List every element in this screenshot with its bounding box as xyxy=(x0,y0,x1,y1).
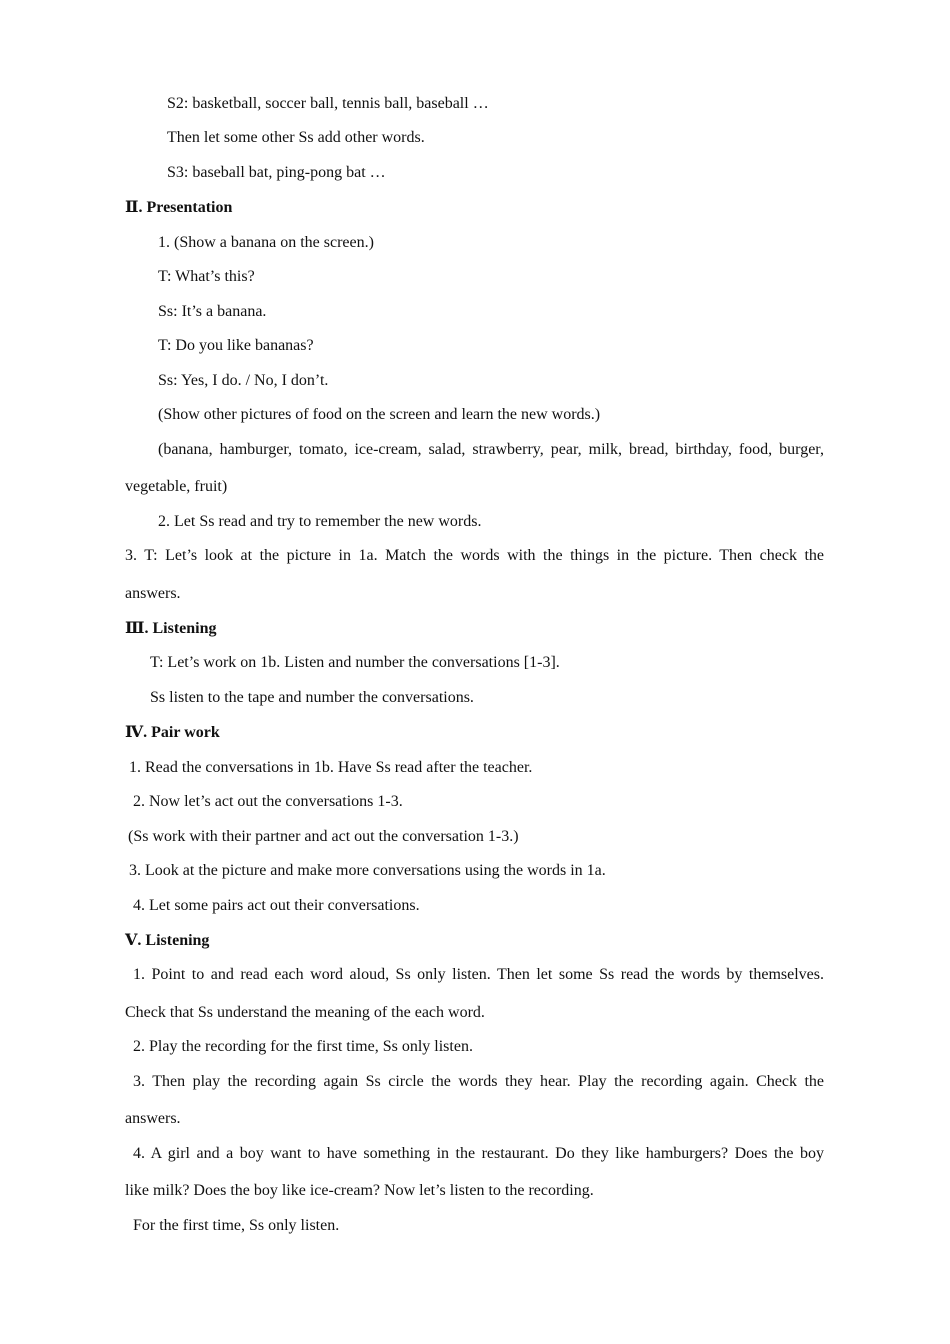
section-heading: Ⅱ. Presentation xyxy=(125,199,233,216)
text-line: 1. Point to and read each word aloud, Ss only listen. Then let some Ss read the words by themselves. xyxy=(133,966,824,983)
text-line: T: Let’s work on 1b. Listen and number the conversations [1-3]. xyxy=(150,654,560,671)
section-heading: Ⅲ. Listening xyxy=(125,620,217,637)
text-line: (Ss work with their partner and act out the conversation 1-3.) xyxy=(128,828,519,845)
text-line: For the first time, Ss only listen. xyxy=(133,1217,340,1234)
text-line: 1. (Show a banana on the screen.) xyxy=(158,234,374,251)
text-line: S2: basketball, soccer ball, tennis ball, baseball … xyxy=(167,95,489,112)
text-line: 3. T: Let’s look at the picture in 1a. Match the words with the things in the picture. Then check the xyxy=(125,547,824,564)
text-line: answers. xyxy=(125,585,181,602)
text-line: 1. Read the conversations in 1b. Have Ss read after the teacher. xyxy=(129,759,533,776)
text-line: Ss: It’s a banana. xyxy=(158,303,267,320)
text-line: 2. Now let’s act out the conversations 1-3. xyxy=(133,793,403,810)
text-line: Check that Ss understand the meaning of the each word. xyxy=(125,1004,485,1021)
text-line: S3: baseball bat, ping-pong bat … xyxy=(167,164,386,181)
text-line: vegetable, fruit) xyxy=(125,478,228,495)
text-line: 2. Let Ss read and try to remember the new words. xyxy=(158,513,482,530)
text-line: (banana, hamburger, tomato, ice-cream, salad, strawberry, pear, milk, bread, birthday, food, burger, xyxy=(158,441,824,458)
text-line: answers. xyxy=(125,1110,181,1127)
text-line: Ss: Yes, I do. / No, I don’t. xyxy=(158,372,329,389)
text-line: 2. Play the recording for the first time, Ss only listen. xyxy=(133,1038,473,1055)
text-line: T: Do you like bananas? xyxy=(158,337,314,354)
text-line: Ss listen to the tape and number the conversations. xyxy=(150,689,474,706)
text-line: like milk? Does the boy like ice-cream? Now let’s listen to the recording. xyxy=(125,1182,594,1199)
text-line: 4. A girl and a boy want to have something in the restaurant. Do they like hamburgers? Does the boy xyxy=(133,1145,824,1162)
text-line: (Show other pictures of food on the screen and learn the new words.) xyxy=(158,406,601,423)
text-line: Then let some other Ss add other words. xyxy=(167,129,425,146)
text-line: 3. Look at the picture and make more conversations using the words in 1a. xyxy=(129,862,606,879)
text-line: 4. Let some pairs act out their conversations. xyxy=(133,897,420,914)
section-heading: Ⅴ. Listening xyxy=(125,932,210,949)
text-line: T: What’s this? xyxy=(158,268,255,285)
text-line: 3. Then play the recording again Ss circle the words they hear. Play the recording again. Check the xyxy=(133,1073,824,1090)
section-heading: Ⅳ. Pair work xyxy=(125,724,220,741)
